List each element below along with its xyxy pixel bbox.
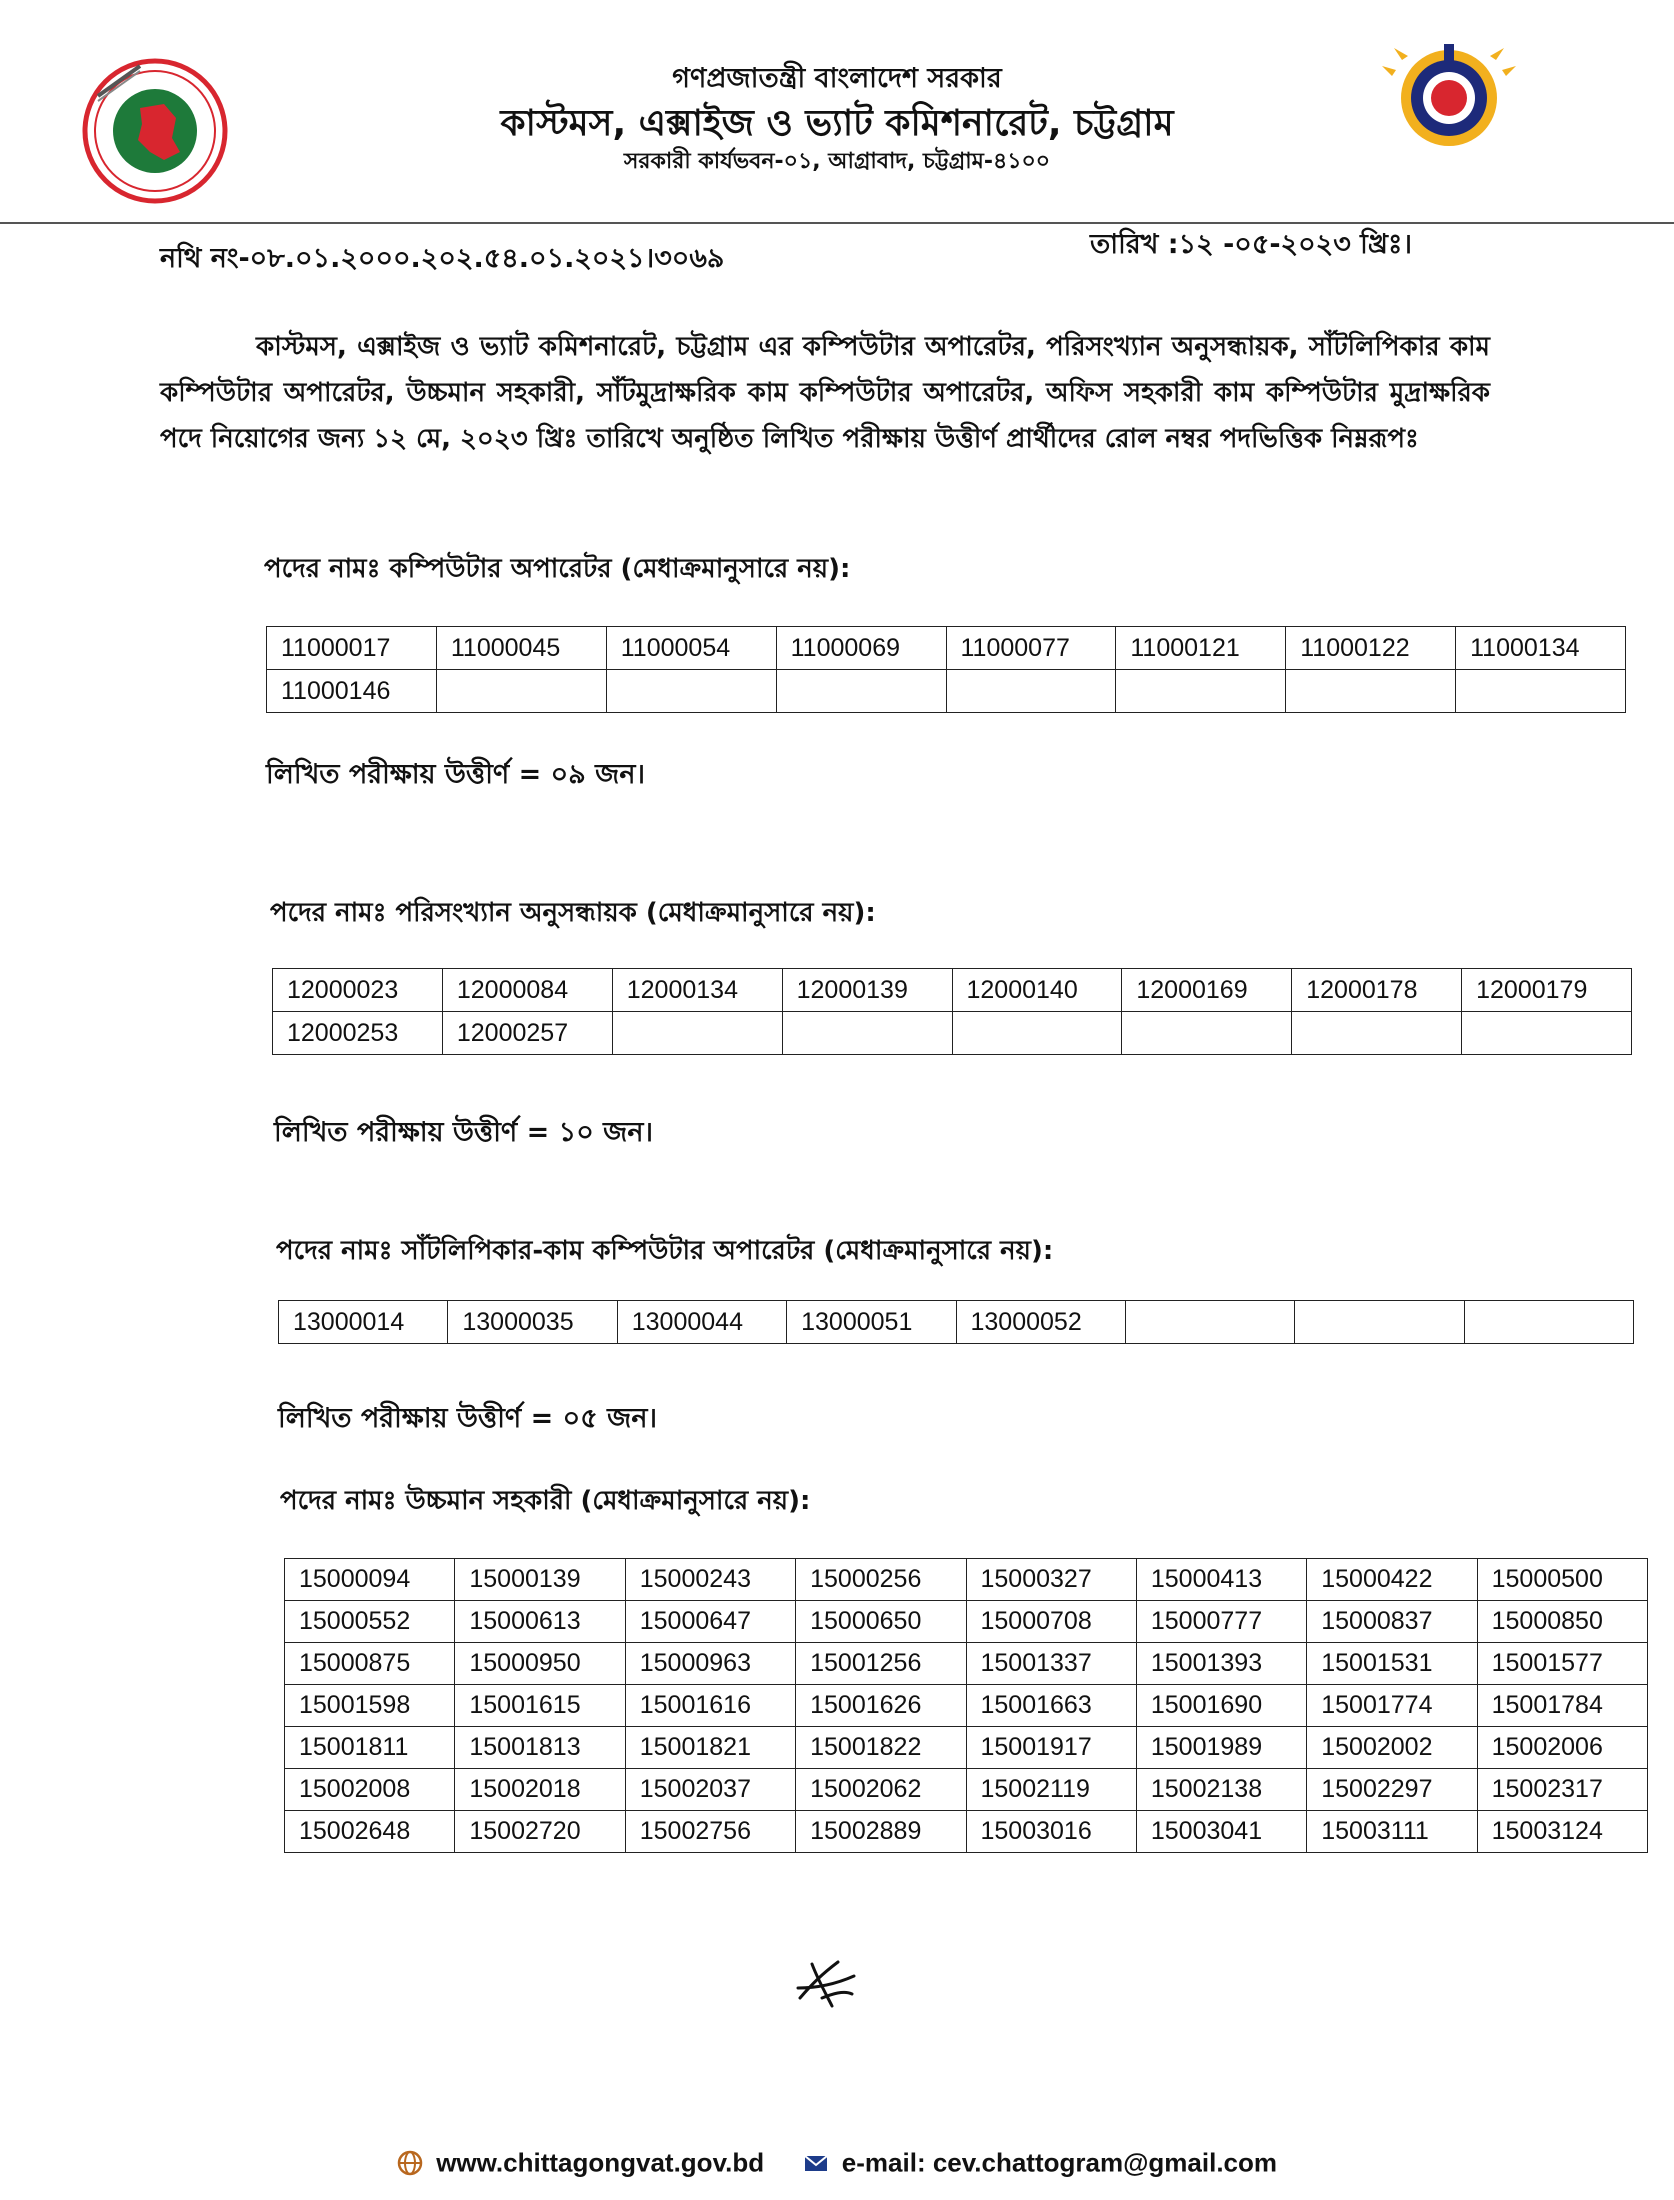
- office-name: কাস্টমস, এক্সাইজ ও ভ্যাট কমিশনারেট, চট্টগ্রাম: [500, 103, 1174, 144]
- roll-number-cell: 12000169: [1122, 969, 1292, 1012]
- roll-number-cell: [782, 1012, 952, 1055]
- government-name: গণপ্রজাতন্ত্রী বাংলাদেশ সরকার: [672, 63, 1002, 94]
- post-title-statistical-investigator: পদের নামঃ পরিসংখ্যান অনুসন্ধায়ক (মেধাক্রমানুসারে নয়):: [270, 898, 876, 928]
- table-row: [285, 1559, 1648, 1601]
- roll-number-cell: 12000253: [273, 1012, 443, 1055]
- passed-count-statistical-investigator: লিখিত পরীক্ষায় উত্তীর্ণ = ১০ জন।: [274, 1117, 654, 1148]
- roll-number-cell: 15001784: [1477, 1685, 1647, 1727]
- roll-number-cell: 13000052: [956, 1301, 1125, 1344]
- roll-number-cell: 15000613: [455, 1601, 625, 1643]
- table-row: [273, 1012, 1632, 1055]
- footer-email-link[interactable]: e-mail: cev.chattogram@gmail.com: [841, 2147, 1278, 2178]
- roll-number-cell: 15002018: [455, 1769, 625, 1811]
- roll-number-cell: 15000552: [285, 1601, 455, 1643]
- roll-number-cell: 15000850: [1477, 1601, 1647, 1643]
- roll-table-body: [273, 969, 1632, 1055]
- table-row: [285, 1685, 1648, 1727]
- roll-number-cell: 13000044: [617, 1301, 786, 1344]
- roll-number-cell: 15003016: [966, 1811, 1136, 1853]
- post-title-stenographer: পদের নামঃ সাঁটলিপিকার-কাম কম্পিউটার অপারেটর (মেধাক্রমানুসারে নয়):: [276, 1236, 1054, 1266]
- roll-number-cell: 15003124: [1477, 1811, 1647, 1853]
- roll-table-computer-operator: [266, 626, 1626, 713]
- handwritten-signature: [792, 1954, 862, 2014]
- table-row: [285, 1727, 1648, 1769]
- roll-number-cell: 15002297: [1307, 1769, 1477, 1811]
- roll-number-cell: 11000122: [1286, 627, 1456, 670]
- roll-number-cell: 15002008: [285, 1769, 455, 1811]
- roll-number-cell: 12000134: [612, 969, 782, 1012]
- roll-number-cell: 11000045: [436, 627, 606, 670]
- roll-number-cell: 15002889: [796, 1811, 966, 1853]
- roll-number-cell: 15001690: [1136, 1685, 1306, 1727]
- roll-number-cell: 15001917: [966, 1727, 1136, 1769]
- passed-count-stenographer: লিখিত পরীক্ষায় উত্তীর্ণ = ০৫ জন।: [278, 1403, 658, 1434]
- roll-number-cell: 15000650: [796, 1601, 966, 1643]
- roll-number-cell: [952, 1012, 1122, 1055]
- roll-number-cell: [1295, 1301, 1464, 1344]
- roll-number-cell: 15002037: [625, 1769, 795, 1811]
- roll-number-cell: 13000051: [787, 1301, 956, 1344]
- roll-number-cell: 12000023: [273, 969, 443, 1012]
- roll-number-cell: 12000084: [442, 969, 612, 1012]
- roll-number-cell: 11000077: [946, 627, 1116, 670]
- footer-contacts: [0, 2146, 1674, 2179]
- table-row: [267, 670, 1626, 713]
- table-row: [267, 627, 1626, 670]
- roll-number-cell: 12000179: [1462, 969, 1632, 1012]
- roll-number-cell: 15001989: [1136, 1727, 1306, 1769]
- table-row: [285, 1769, 1648, 1811]
- roll-number-cell: [436, 670, 606, 713]
- roll-number-cell: 12000139: [782, 969, 952, 1012]
- roll-number-cell: 11000017: [267, 627, 437, 670]
- roll-number-cell: 15003041: [1136, 1811, 1306, 1853]
- roll-number-cell: 15000963: [625, 1643, 795, 1685]
- passed-count-computer-operator: লিখিত পরীক্ষায় উত্তীর্ণ = ০৯ জন।: [266, 759, 646, 790]
- office-address: সরকারী কার্যভবন-০১, আগ্রাবাদ, চট্টগ্রাম-৪১০০: [623, 149, 1051, 174]
- roll-number-cell: 15001615: [455, 1685, 625, 1727]
- roll-table-statistical-investigator: [272, 968, 1632, 1055]
- roll-number-cell: 15002138: [1136, 1769, 1306, 1811]
- table-row: [273, 969, 1632, 1012]
- memo-number: নথি নং-০৮.০১.২০০০.২০২.৫৪.০১.২০২১।৩০৬৯: [160, 243, 725, 274]
- table-row: [279, 1301, 1634, 1344]
- roll-number-cell: [1125, 1301, 1294, 1344]
- roll-number-cell: 13000014: [279, 1301, 448, 1344]
- post-title-computer-operator: পদের নামঃ কম্পিউটার অপারেটর (মেধাক্রমানুসারে নয়):: [264, 554, 851, 584]
- roll-table-body: [279, 1301, 1634, 1344]
- roll-number-cell: 15001663: [966, 1685, 1136, 1727]
- roll-number-cell: 15001598: [285, 1685, 455, 1727]
- roll-number-cell: 15001531: [1307, 1643, 1477, 1685]
- roll-number-cell: 11000146: [267, 670, 437, 713]
- roll-number-cell: 15000950: [455, 1643, 625, 1685]
- memo-date: তারিখ :১২ -০৫-২০২৩ খ্রিঃ।: [1090, 229, 1413, 260]
- roll-number-cell: 15000875: [285, 1643, 455, 1685]
- roll-number-cell: 15002756: [625, 1811, 795, 1853]
- roll-number-cell: [1116, 670, 1286, 713]
- roll-number-cell: 15001821: [625, 1727, 795, 1769]
- roll-number-cell: 15001256: [796, 1643, 966, 1685]
- roll-number-cell: 15000256: [796, 1559, 966, 1601]
- roll-number-cell: 12000257: [442, 1012, 612, 1055]
- roll-number-cell: 11000069: [776, 627, 946, 670]
- roll-number-cell: [606, 670, 776, 713]
- roll-number-cell: 15000777: [1136, 1601, 1306, 1643]
- roll-number-cell: 15000500: [1477, 1559, 1647, 1601]
- roll-number-cell: 15000094: [285, 1559, 455, 1601]
- roll-number-cell: 15002002: [1307, 1727, 1477, 1769]
- customs-vat-logo: [1374, 36, 1524, 186]
- roll-number-cell: 15000243: [625, 1559, 795, 1601]
- roll-number-cell: 15002006: [1477, 1727, 1647, 1769]
- roll-number-cell: 12000178: [1292, 969, 1462, 1012]
- roll-number-cell: [776, 670, 946, 713]
- roll-number-cell: 15002062: [796, 1769, 966, 1811]
- roll-number-cell: 15001337: [966, 1643, 1136, 1685]
- roll-number-cell: 15001774: [1307, 1685, 1477, 1727]
- roll-number-cell: 15002317: [1477, 1769, 1647, 1811]
- roll-number-cell: 15002720: [455, 1811, 625, 1853]
- roll-number-cell: [1292, 1012, 1462, 1055]
- roll-table-body: [285, 1559, 1648, 1853]
- roll-number-cell: 15002648: [285, 1811, 455, 1853]
- roll-table-upper-division-assistant: [284, 1558, 1648, 1853]
- table-row: [285, 1811, 1648, 1853]
- roll-number-cell: 15000837: [1307, 1601, 1477, 1643]
- roll-number-cell: 15001577: [1477, 1643, 1647, 1685]
- roll-number-cell: [1456, 670, 1626, 713]
- roll-number-cell: 13000035: [448, 1301, 617, 1344]
- globe-icon: [397, 2150, 423, 2176]
- roll-table-stenographer: [278, 1300, 1634, 1344]
- roll-number-cell: 15000327: [966, 1559, 1136, 1601]
- roll-number-cell: 11000121: [1116, 627, 1286, 670]
- roll-number-cell: 15001616: [625, 1685, 795, 1727]
- roll-number-cell: 15001626: [796, 1685, 966, 1727]
- roll-number-cell: [946, 670, 1116, 713]
- roll-number-cell: [1462, 1012, 1632, 1055]
- roll-number-cell: 15000139: [455, 1559, 625, 1601]
- roll-number-cell: 15003111: [1307, 1811, 1477, 1853]
- roll-number-cell: 12000140: [952, 969, 1122, 1012]
- post-title-upper-division-assistant: পদের নামঃ উচ্চমান সহকারী (মেধাক্রমানুসারে নয়):: [280, 1486, 811, 1516]
- roll-number-cell: [612, 1012, 782, 1055]
- letterhead: [0, 0, 1674, 224]
- roll-number-cell: 11000054: [606, 627, 776, 670]
- roll-number-cell: 15001813: [455, 1727, 625, 1769]
- roll-number-cell: 15000413: [1136, 1559, 1306, 1601]
- table-row: [285, 1643, 1648, 1685]
- roll-number-cell: 11000134: [1456, 627, 1626, 670]
- roll-table-body: [267, 627, 1626, 713]
- roll-number-cell: [1286, 670, 1456, 713]
- roll-number-cell: 15000422: [1307, 1559, 1477, 1601]
- roll-number-cell: 15001811: [285, 1727, 455, 1769]
- roll-number-cell: [1464, 1301, 1633, 1344]
- envelope-icon: [803, 2150, 829, 2176]
- roll-number-cell: 15002119: [966, 1769, 1136, 1811]
- intro-paragraph: কাস্টমস, এক্সাইজ ও ভ্যাট কমিশনারেট, চট্টগ্রাম এর কম্পিউটার অপারেটর, পরিসংখ্যান অনুসন্ধায়ক, সাঁটলিপিকার কাম কম্পিউটার অপারেটর, উচ্চমান সহকারী, সাঁটমুদ্রাক্ষরিক কাম কম্পিউটার অপারেটর, অফিস সহকারী কাম কম্পিউটার মুদ্রাক্ষরিক পদে নিয়োগের জন্য ১২ মে, ২০২৩ খ্রিঃ তারিখে অনুষ্ঠিত লিখিত পরীক্ষায় উত্তীর্ণ প্রার্থীদের রোল নম্বর পদভিত্তিক নিম্নরূপঃ: [160, 332, 1490, 454]
- roll-number-cell: [1122, 1012, 1292, 1055]
- roll-number-cell: 15001822: [796, 1727, 966, 1769]
- roll-number-cell: 15000708: [966, 1601, 1136, 1643]
- footer-website-link[interactable]: www.chittagongvat.gov.bd: [436, 2147, 765, 2178]
- roll-number-cell: 15001393: [1136, 1643, 1306, 1685]
- roll-number-cell: 15000647: [625, 1601, 795, 1643]
- table-row: [285, 1601, 1648, 1643]
